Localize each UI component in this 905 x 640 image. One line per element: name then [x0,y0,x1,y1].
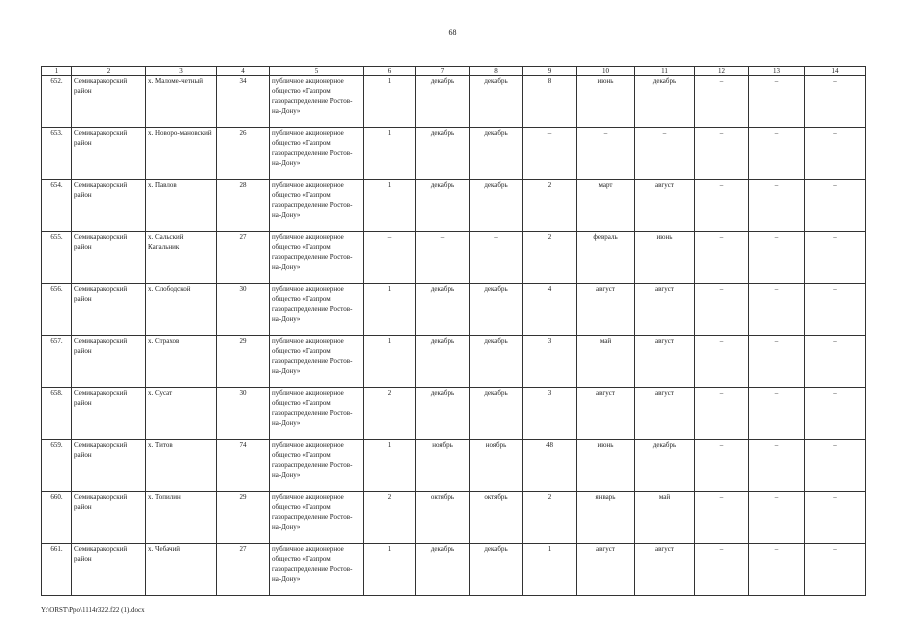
cell-col8: декабрь [470,544,523,596]
cell-col9: 2 [523,492,577,544]
organization-cell: публичное акционерное общество «Газпром газораспределение Ростов-на-Дону» [270,544,364,596]
district-cell: Семикаракорский район [72,544,146,596]
settlement-cell: х. Сусат [146,388,217,440]
cell-col12: – [695,336,749,388]
cell-col11: август [635,284,695,336]
settlement-cell: х. Новоро-мановский [146,128,217,180]
cell-col12: – [695,388,749,440]
row-number-cell: 655. [42,232,72,284]
column-header: 12 [695,67,749,76]
table-row [42,284,866,336]
organization-cell: публичное акционерное общество «Газпром газораспределение Ростов-на-Дону» [270,232,364,284]
district-cell: Семикаракорский район [72,284,146,336]
cell-col14: – [805,76,866,128]
cell-col8: ноябрь [470,440,523,492]
cell-col11: декабрь [635,440,695,492]
column-header: 6 [364,67,416,76]
cell-col7: декабрь [416,336,470,388]
cell-col8: декабрь [470,284,523,336]
cell-col10: июнь [577,76,635,128]
column-header: 10 [577,67,635,76]
cell-col10: март [577,180,635,232]
cell-col13: – [749,440,805,492]
cell-col8: декабрь [470,128,523,180]
organization-cell: публичное акционерное общество «Газпром газораспределение Ростов-на-Дону» [270,336,364,388]
cell-col13: – [749,492,805,544]
district-cell: Семикаракорский район [72,440,146,492]
settlement-cell: х. Топилин [146,492,217,544]
cell-col12: – [695,544,749,596]
cell-col7: декабрь [416,76,470,128]
cell-col11: декабрь [635,76,695,128]
cell-col7: ноябрь [416,440,470,492]
table-row [42,440,866,492]
cell-col6: 1 [364,180,416,232]
cell-col14: – [805,232,866,284]
cell-col10: февраль [577,232,635,284]
cell-col7: декабрь [416,544,470,596]
row-number-cell: 659. [42,440,72,492]
cell-col4: 30 [217,388,270,440]
settlement-cell: х. Павлов [146,180,217,232]
settlement-cell: х. Титов [146,440,217,492]
cell-col7: декабрь [416,388,470,440]
cell-col12: – [695,440,749,492]
table-row [42,336,866,388]
cell-col13: – [749,544,805,596]
column-header: 3 [146,67,217,76]
table-row [42,232,866,284]
cell-col7: декабрь [416,128,470,180]
table-row [42,128,866,180]
column-header: 7 [416,67,470,76]
row-number-cell: 661. [42,544,72,596]
cell-col6: 1 [364,440,416,492]
cell-col4: 34 [217,76,270,128]
column-header: 5 [270,67,364,76]
cell-col9: 3 [523,388,577,440]
page-number: 68 [448,28,457,37]
settlement-cell: х. Маломе-четный [146,76,217,128]
cell-col14: – [805,336,866,388]
cell-col14: – [805,180,866,232]
row-number-cell: 660. [42,492,72,544]
district-cell: Семикаракорский район [72,388,146,440]
cell-col9: – [523,128,577,180]
cell-col6: 1 [364,284,416,336]
cell-col4: 28 [217,180,270,232]
table-row [42,492,866,544]
row-number-cell: 652. [42,76,72,128]
cell-col9: 1 [523,544,577,596]
cell-col8: декабрь [470,388,523,440]
column-header: 13 [749,67,805,76]
cell-col12: – [695,492,749,544]
cell-col11: – [635,128,695,180]
organization-cell: публичное акционерное общество «Газпром газораспределение Ростов-на-Дону» [270,492,364,544]
cell-col10: август [577,284,635,336]
cell-col14: – [805,440,866,492]
cell-col9: 2 [523,180,577,232]
column-header: 11 [635,67,695,76]
cell-col6: 2 [364,492,416,544]
cell-col6: 1 [364,544,416,596]
cell-col14: – [805,492,866,544]
cell-col8: декабрь [470,76,523,128]
district-cell: Семикаракорский район [72,336,146,388]
row-number-cell: 653. [42,128,72,180]
cell-col6: – [364,232,416,284]
row-number-cell: 658. [42,388,72,440]
organization-cell: публичное акционерное общество «Газпром газораспределение Ростов-на-Дону» [270,76,364,128]
cell-col4: 74 [217,440,270,492]
cell-col4: 27 [217,232,270,284]
column-header: 1 [42,67,72,76]
cell-col13: – [749,128,805,180]
organization-cell: публичное акционерное общество «Газпром газораспределение Ростов-на-Дону» [270,128,364,180]
settlement-cell: х. Чебачий [146,544,217,596]
cell-col7: декабрь [416,180,470,232]
cell-col14: – [805,284,866,336]
cell-col13: – [749,232,805,284]
data-table [41,66,866,596]
settlement-cell: х. Страхов [146,336,217,388]
cell-col8: – [470,232,523,284]
cell-col9: 2 [523,232,577,284]
cell-col6: 2 [364,388,416,440]
cell-col7: октябрь [416,492,470,544]
cell-col8: декабрь [470,336,523,388]
cell-col11: июнь [635,232,695,284]
cell-col11: август [635,388,695,440]
cell-col12: – [695,284,749,336]
cell-col10: май [577,336,635,388]
cell-col13: – [749,180,805,232]
cell-col7: – [416,232,470,284]
cell-col6: 1 [364,128,416,180]
cell-col8: октябрь [470,492,523,544]
organization-cell: публичное акционерное общество «Газпром газораспределение Ростов-на-Дону» [270,180,364,232]
footer-file-path: Y:\ORST\Ppo\1114r322.f22 (1).docx [41,606,145,614]
cell-col13: – [749,336,805,388]
cell-col11: август [635,180,695,232]
column-header-row [42,67,866,76]
column-header: 2 [72,67,146,76]
organization-cell: публичное акционерное общество «Газпром газораспределение Ростов-на-Дону» [270,388,364,440]
cell-col11: август [635,544,695,596]
cell-col6: 1 [364,336,416,388]
column-header: 14 [805,67,866,76]
cell-col10: август [577,388,635,440]
cell-col13: – [749,76,805,128]
cell-col12: – [695,180,749,232]
cell-col4: 29 [217,492,270,544]
column-header: 9 [523,67,577,76]
cell-col14: – [805,544,866,596]
cell-col4: 26 [217,128,270,180]
column-header: 4 [217,67,270,76]
table-row [42,76,866,128]
organization-cell: публичное акционерное общество «Газпром газораспределение Ростов-на-Дону» [270,440,364,492]
row-number-cell: 656. [42,284,72,336]
row-number-cell: 657. [42,336,72,388]
cell-col10: август [577,544,635,596]
cell-col9: 3 [523,336,577,388]
cell-col9: 8 [523,76,577,128]
district-cell: Семикаракорский район [72,180,146,232]
cell-col12: – [695,128,749,180]
cell-col11: май [635,492,695,544]
district-cell: Семикаракорский район [72,76,146,128]
cell-col8: декабрь [470,180,523,232]
table-row [42,180,866,232]
row-number-cell: 654. [42,180,72,232]
cell-col14: – [805,128,866,180]
cell-col13: – [749,284,805,336]
cell-col13: – [749,388,805,440]
settlement-cell: х. Сальский Кагальник [146,232,217,284]
cell-col10: январь [577,492,635,544]
cell-col9: 48 [523,440,577,492]
cell-col4: 27 [217,544,270,596]
cell-col12: – [695,76,749,128]
district-cell: Семикаракорский район [72,492,146,544]
cell-col12: – [695,232,749,284]
settlement-cell: х. Слободской [146,284,217,336]
organization-cell: публичное акционерное общество «Газпром газораспределение Ростов-на-Дону» [270,284,364,336]
district-cell: Семикаракорский район [72,232,146,284]
cell-col14: – [805,388,866,440]
cell-col6: 1 [364,76,416,128]
cell-col7: декабрь [416,284,470,336]
cell-col4: 29 [217,336,270,388]
cell-col11: август [635,336,695,388]
cell-col4: 30 [217,284,270,336]
column-header: 8 [470,67,523,76]
table-row [42,388,866,440]
cell-col10: июнь [577,440,635,492]
table-row [42,544,866,596]
cell-col10: – [577,128,635,180]
cell-col9: 4 [523,284,577,336]
district-cell: Семикаракорский район [72,128,146,180]
